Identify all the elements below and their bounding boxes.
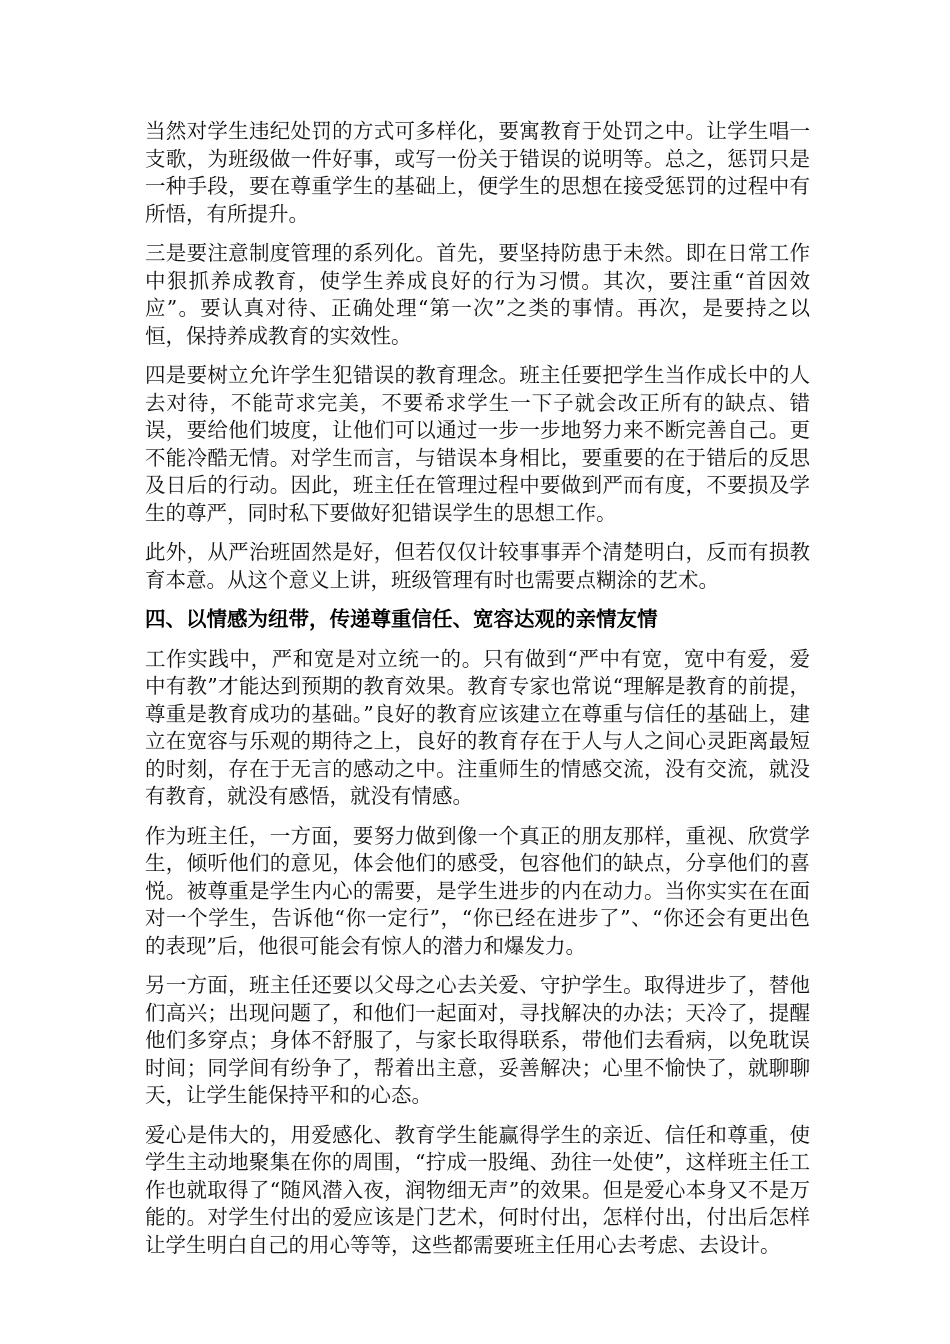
paragraph-allow-mistakes: 四是要树立允许学生犯错误的教育理念。班主任要把学生当作成长中的人去对待，不能苛求完美，不要希求学生一下子就会改正所有的缺点、错误，要给他们坡度，让他们可以通过一步一步地努力来不断完善自己。更不能冷酷无情。对学生而言，与错误本身相比，要重要的在于错后的反思及日后的行动。因此，班主任在管理过程中要做到严而有度，不要损及学生的尊严，同时私下要做好犯错误学生的思想工作。 (145, 363, 810, 525)
paragraph-system-management: 三是要注意制度管理的系列化。首先，要坚持防患于未然。即在日常工作中狠抓养成教育，使学生养成良好的行为习惯。其次，要注重“首因效应”。要认真对待、正确处理“第一次”之类的事情。再次，是要持之以恒，保持养成教育的实效性。 (145, 241, 810, 348)
paragraph-love-is-great: 爱心是伟大的，用爱感化、教育学生能赢得学生的亲近、信任和尊重，使学生主动地聚集在你的周围，“拧成一股绳、劲往一处使”，这样班主任工作也就取得了“随风潜入夜，润物细无声”的效果。但是爱心本身又不是万能的。对学生付出的爱应该是门艺术，何时付出，怎样付出，付出后怎样让学生明白自己的用心等等，这些都需要班主任用心去考虑、去设计。 (145, 1122, 810, 1257)
paragraph-as-head-teacher: 作为班主任，一方面，要努力做到像一个真正的朋友那样，重视、欣赏学生，倾听他们的意见，体会他们的感受，包容他们的缺点，分享他们的喜悦。被尊重是学生内心的需要，是学生进步的内在动力。当你实实在在面对一个学生，告诉他“你一定行”，“你已经在进步了”、“你还会有更出色的表现”后，他很可能会有惊人的潜力和爆发力。 (145, 823, 810, 958)
section-heading-emotion: 四、以情感为纽带，传递尊重信任、宽容达观的亲情友情 (145, 607, 658, 631)
paragraph-parental-care: 另一方面，班主任还要以父母之心去关爱、守护学生。取得进步了，替他们高兴；出现问题了，和他们一起面对，寻找解决的办法；天冷了，提醒他们多穿点；身体不舒服了，与家长取得联系，带他们去看病，以免耽误时间；同学间有纷争了，帮着出主意，妥善解决；心里不愉快了，就聊聊天，让学生能保持平和的心态。 (145, 973, 810, 1107)
paragraph-work-practice: 工作实践中，严和宽是对立统一的。只有做到“严中有宽，宽中有爱，爱中有教”才能达到预期的教育效果。教育专家也常说“理解是教育的前提，尊重是教育成功的基础。”良好的教育应该建立在尊重与信任的基础上，建立在宽容与乐观的期待之上，良好的教育存在于人与人之间心灵距离最短的时刻，存在于无言的感动之中。注重师生的情感交流，没有交流，就没有教育，就没有感悟，就没有情感。 (145, 646, 810, 808)
paragraph-punishment-methods: 当然对学生违纪处罚的方式可多样化，要寓教育于处罚之中。让学生唱一支歌，为班级做一件好事，或写一份关于错误的说明等。总之，惩罚只是一种手段，要在尊重学生的基础上，便学生的思想在接受惩罚的过程中有所悟，有所提升。 (145, 119, 810, 226)
document-body (145, 118, 810, 1271)
paragraph-strict-management: 此外，从严治班固然是好，但若仅仅计较事事弄个清楚明白，反而有损教育本意。从这个意义上讲，班级管理有时也需要点糊涂的艺术。 (145, 540, 810, 592)
